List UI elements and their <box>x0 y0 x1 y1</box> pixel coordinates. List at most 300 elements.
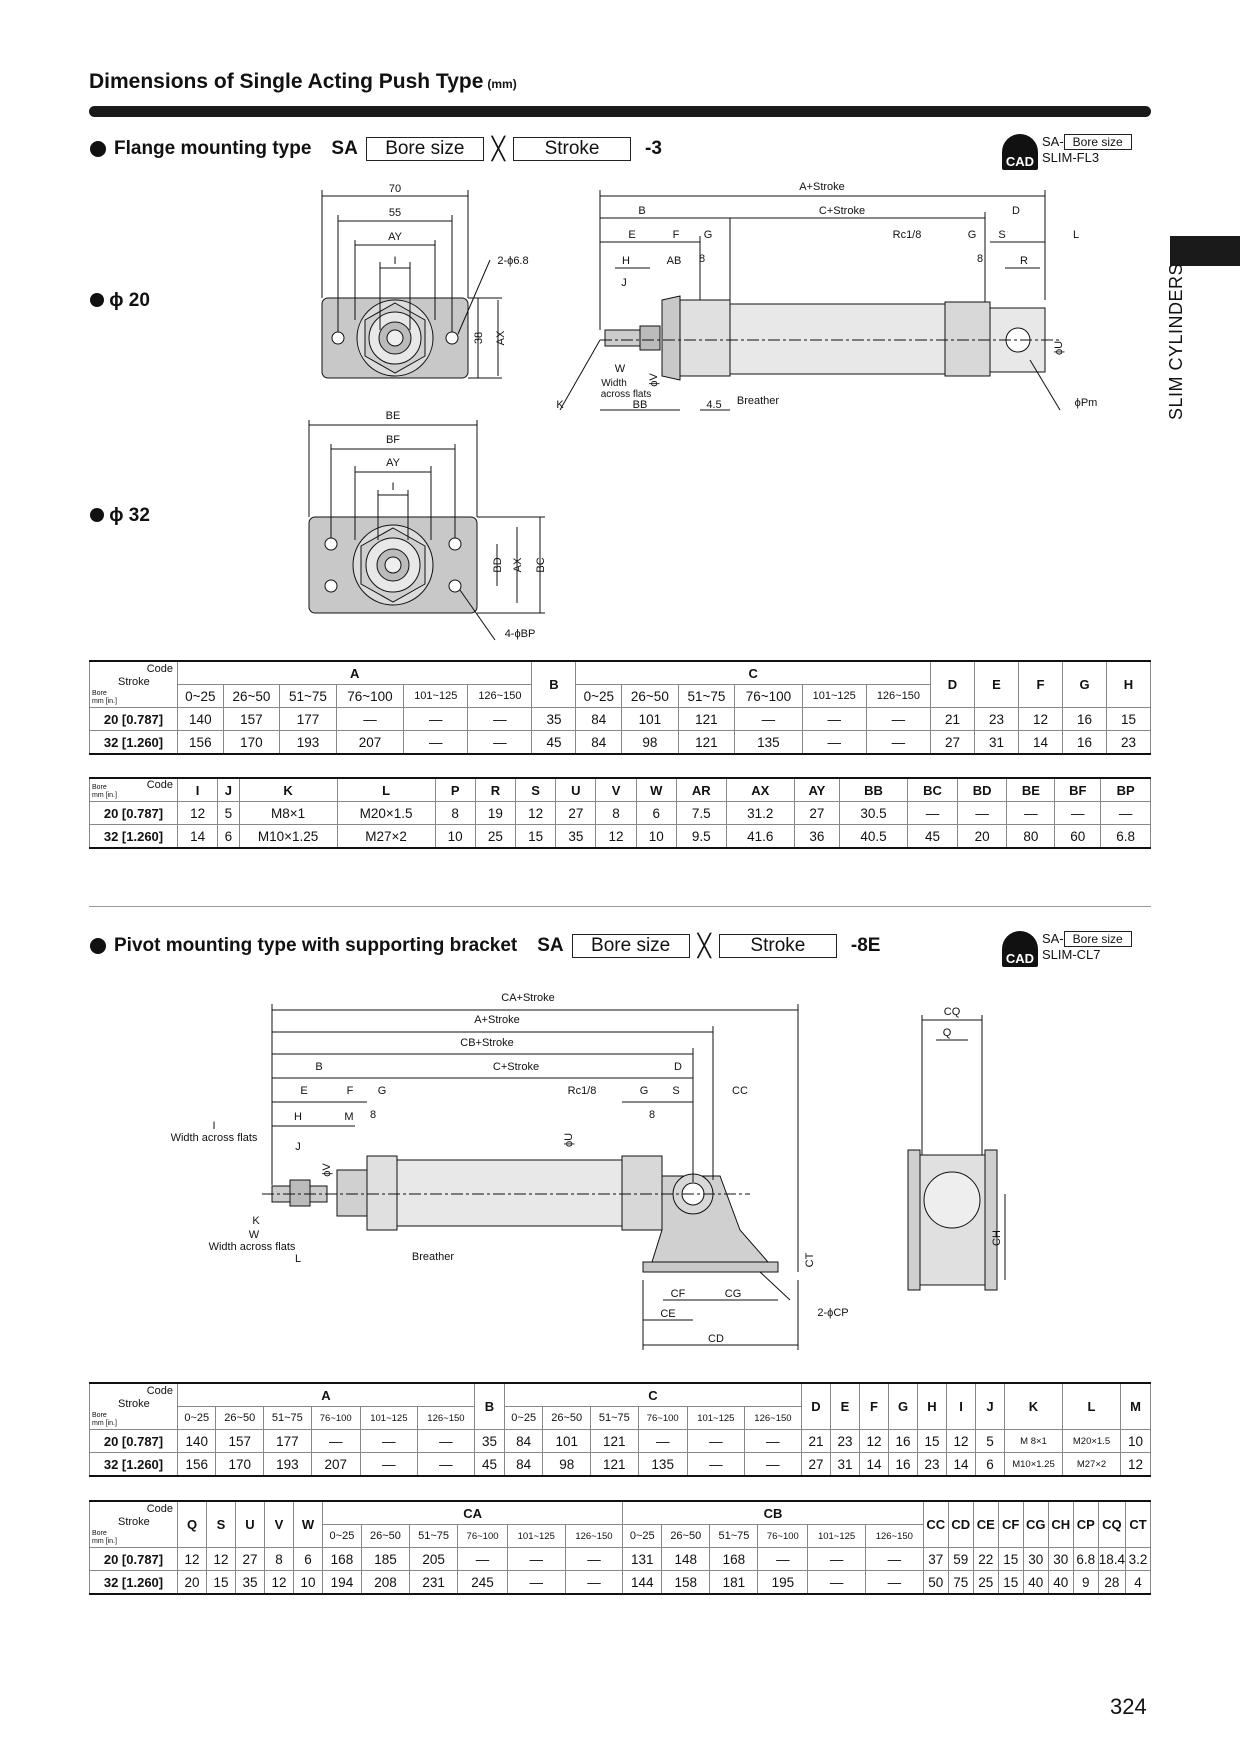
stroke-range: 126~150 <box>866 685 930 708</box>
stroke-range: 0~25 <box>178 1407 216 1430</box>
col-header: BF <box>1055 778 1101 802</box>
cell: 135 <box>735 731 802 755</box>
dim-u-label: ϕU <box>563 1132 575 1148</box>
cell: M10×1.25 <box>239 825 337 849</box>
cell: — <box>404 731 468 755</box>
stroke-range: 51~75 <box>678 685 735 708</box>
dim-cg-label: CG <box>724 1288 742 1300</box>
cell: 27 <box>794 802 839 825</box>
dim-45-label: 4.5 <box>706 399 722 411</box>
dim-8b-label: 8 <box>976 253 984 265</box>
corner-bore <box>92 690 117 706</box>
stroke-range: 126~150 <box>417 1407 474 1430</box>
col-header: AR <box>676 778 726 802</box>
cell: 28 <box>1098 1571 1125 1595</box>
cell: 59 <box>948 1548 973 1571</box>
model-suffix: -3 <box>645 138 662 159</box>
cell: 30 <box>1023 1548 1048 1571</box>
cell: 9.5 <box>676 825 726 849</box>
stroke-range: 26~50 <box>223 685 280 708</box>
dim-width-label: Width <box>601 378 627 389</box>
cell: M27×2 <box>337 825 435 849</box>
cell: 181 <box>710 1571 758 1595</box>
cell: 6 <box>636 802 676 825</box>
dim-55-label: 55 <box>388 207 402 219</box>
dim-h-label: H <box>294 1111 302 1123</box>
col-m: M <box>1121 1383 1151 1430</box>
cell: 245 <box>458 1571 508 1595</box>
dim-rc-label: Rc1/8 <box>892 229 922 241</box>
corner-bore-text: Bore <box>92 1530 107 1537</box>
cell: 18.4 <box>1098 1548 1125 1571</box>
cad-bore-box: Bore size <box>1064 931 1132 947</box>
cell: 168 <box>710 1548 758 1571</box>
col-header: V <box>596 778 636 802</box>
corner-mm-text: mm [in.] <box>92 792 117 799</box>
col-header: CG <box>1023 1501 1048 1548</box>
bullet-icon <box>90 938 106 954</box>
col-c: C <box>504 1383 801 1407</box>
cell: — <box>458 1548 508 1571</box>
cell: 231 <box>410 1571 458 1595</box>
cell: — <box>1101 802 1151 825</box>
cell: 207 <box>336 731 403 755</box>
col-j: J <box>976 1383 1005 1430</box>
stroke-range: 26~50 <box>543 1407 591 1430</box>
cell: — <box>336 708 403 731</box>
flange-table-2 <box>89 777 1151 849</box>
stroke-range: 0~25 <box>504 1407 542 1430</box>
stroke-range: 76~100 <box>758 1525 808 1548</box>
cell: 27 <box>556 802 596 825</box>
stroke-range: 101~125 <box>802 685 866 708</box>
cell: 140 <box>178 1430 216 1453</box>
dim-l-label: L <box>294 1253 302 1265</box>
col-header: CP <box>1073 1501 1098 1548</box>
breather-label: Breather <box>411 1251 455 1263</box>
cell: 195 <box>758 1571 808 1595</box>
cell: 193 <box>280 731 337 755</box>
cell: 31.2 <box>726 802 794 825</box>
cell: 12 <box>265 1571 294 1595</box>
width-flats2-label: Width across flats <box>208 1241 296 1253</box>
cell: 168 <box>323 1548 362 1571</box>
dim-bd-label: BD <box>492 557 504 573</box>
cell: — <box>468 708 532 731</box>
cell: 23 <box>1107 731 1151 755</box>
cell: 30.5 <box>839 802 907 825</box>
cell: 27 <box>802 1453 831 1477</box>
col-header: CD <box>948 1501 973 1548</box>
col-header: BE <box>1007 778 1055 802</box>
dim-e-label: E <box>300 1085 308 1097</box>
cell: 148 <box>662 1548 710 1571</box>
dim-astroke-label: A+Stroke <box>799 181 845 193</box>
col-header: U <box>236 1501 265 1548</box>
cell: 121 <box>678 708 735 731</box>
cell: 12 <box>947 1430 976 1453</box>
cell: — <box>468 731 532 755</box>
cell: — <box>687 1453 744 1477</box>
stroke-range: 76~100 <box>735 685 802 708</box>
cell: 41.6 <box>726 825 794 849</box>
cell: 23 <box>918 1453 947 1477</box>
dim-b-label: B <box>638 205 646 217</box>
cell: 3.2 <box>1126 1548 1151 1571</box>
corner-bore <box>92 1412 117 1428</box>
cell: 10 <box>1121 1430 1151 1453</box>
cell: 25 <box>973 1571 998 1595</box>
dim-ct-label: CT <box>804 1252 816 1268</box>
dim-h-label: H <box>622 255 630 267</box>
cell: 12 <box>596 825 636 849</box>
dim-f-label: F <box>672 229 680 241</box>
corner-stroke: Stroke <box>118 676 150 688</box>
cell: 12 <box>516 802 556 825</box>
corner-mm-text: mm [in.] <box>92 1538 117 1545</box>
cell: 177 <box>264 1430 312 1453</box>
bore-20-text: ϕ 20 <box>109 290 150 311</box>
cell: 144 <box>623 1571 662 1595</box>
cell: 131 <box>623 1548 662 1571</box>
dim-8-label: 8 <box>369 1109 377 1121</box>
model-suffix: -8E <box>850 935 881 956</box>
stroke-range: 26~50 <box>361 1525 409 1548</box>
dim-rc-label: Rc1/8 <box>567 1085 597 1097</box>
cad-model-info <box>1042 931 1132 962</box>
col-h: H <box>918 1383 947 1430</box>
bore-size-box: Bore size <box>572 934 690 958</box>
col-b: B <box>532 661 576 708</box>
unit-label: (mm) <box>487 77 517 91</box>
dim-holes4-label: 4-ϕBP <box>504 628 536 640</box>
dim-w-label: W <box>614 363 626 375</box>
side-label: SLIM CYLINDERS <box>1166 262 1186 420</box>
flange-20-side-view <box>560 190 1060 410</box>
dim-cc-label: CC <box>732 1085 748 1097</box>
corner-code: Code <box>146 663 173 675</box>
col-f: F <box>1019 661 1063 708</box>
stroke-range: 101~125 <box>808 1525 866 1548</box>
dim-ch-label: CH <box>991 1230 1003 1246</box>
cad-bore-box: Bore size <box>1064 134 1132 150</box>
page-number: 324 <box>1110 1694 1147 1719</box>
bore-cell: 20 [0.787] <box>90 708 178 731</box>
cell: 10 <box>435 825 475 849</box>
dim-ce-label: CE <box>660 1308 676 1320</box>
dim-70-label: 70 <box>388 183 402 195</box>
stroke-range: 101~125 <box>404 685 468 708</box>
col-header: S <box>516 778 556 802</box>
cell: 75 <box>948 1571 973 1595</box>
cell: — <box>957 802 1007 825</box>
cell: 101 <box>543 1430 591 1453</box>
bore-32-text: ϕ 32 <box>109 505 150 526</box>
dim-f-label: F <box>346 1085 354 1097</box>
cell: 15 <box>998 1571 1023 1595</box>
table-row <box>90 1430 1151 1453</box>
flange-32-front-view <box>309 420 545 640</box>
corner-code: Code <box>146 1385 173 1397</box>
cell: 84 <box>504 1453 542 1477</box>
cell: 8 <box>596 802 636 825</box>
col-d: D <box>931 661 975 708</box>
cell: 6 <box>294 1548 323 1571</box>
cad-prefix: SA- <box>1042 931 1064 946</box>
bore-size-box: Bore size <box>366 137 484 161</box>
col-cb: CB <box>623 1501 923 1525</box>
dim-w-label: W <box>248 1229 260 1241</box>
bore-cell: 32 [1.260] <box>90 825 178 849</box>
cell: — <box>758 1548 808 1571</box>
cell: 135 <box>638 1453 687 1477</box>
dim-holes-label: 2-ϕ6.8 <box>497 255 529 267</box>
bore-cell: 32 [1.260] <box>90 1571 178 1595</box>
cad-model: SLIM-CL7 <box>1042 947 1101 962</box>
cell: 121 <box>591 1453 639 1477</box>
cell: 101 <box>622 708 679 731</box>
cell: 36 <box>794 825 839 849</box>
corner-code: Code <box>146 1503 173 1515</box>
cell: 98 <box>622 731 679 755</box>
flange-table-1 <box>89 660 1151 755</box>
col-header: CT <box>1126 1501 1151 1548</box>
cell: 15 <box>1107 708 1151 731</box>
cell: 193 <box>264 1453 312 1477</box>
dim-ax-label: AX <box>495 330 507 346</box>
dim-cd-label: CD <box>708 1333 724 1345</box>
pivot-front-view <box>908 1015 1005 1290</box>
model-prefix: SA <box>537 935 564 956</box>
dim-g-label: G <box>703 229 713 241</box>
cell: 12 <box>178 802 218 825</box>
cell: — <box>565 1571 623 1595</box>
stroke-range: 26~50 <box>622 685 679 708</box>
bore-cell: 32 [1.260] <box>90 731 178 755</box>
bore-cell: 20 [0.787] <box>90 802 178 825</box>
cad-badge[interactable] <box>1002 931 1132 967</box>
cell: 16 <box>1063 731 1107 755</box>
dim-cbstroke-label: CB+Stroke <box>460 1037 514 1049</box>
dim-k-label: K <box>556 399 564 411</box>
cell: M 8×1 <box>1005 1430 1063 1453</box>
cell: — <box>1055 802 1101 825</box>
cell: 8 <box>265 1548 294 1571</box>
cell: 35 <box>236 1571 265 1595</box>
cell: — <box>507 1548 565 1571</box>
cell: 6.8 <box>1101 825 1151 849</box>
col-header: BC <box>908 778 958 802</box>
cell: 45 <box>908 825 958 849</box>
cell: 194 <box>323 1571 362 1595</box>
cell: M27×2 <box>1063 1453 1121 1477</box>
cell: — <box>687 1430 744 1453</box>
cad-model: SLIM-FL3 <box>1042 150 1100 165</box>
col-a: A <box>178 661 532 685</box>
stroke-range: 101~125 <box>507 1525 565 1548</box>
page-title-text: Dimensions of Single Acting Push Type <box>89 70 484 93</box>
cell: — <box>417 1430 474 1453</box>
col-header: CC <box>923 1501 948 1548</box>
cell: 27 <box>931 731 975 755</box>
cell: 5 <box>218 802 239 825</box>
cell: 157 <box>223 708 280 731</box>
cell: — <box>866 731 930 755</box>
dim-cstroke-label: C+Stroke <box>818 205 866 217</box>
table-row <box>90 1548 1151 1571</box>
cell: 9 <box>1073 1571 1098 1595</box>
dim-e-label: E <box>628 229 636 241</box>
dim-g2-label: G <box>639 1085 649 1097</box>
table-corner <box>90 661 178 708</box>
stroke-range: 76~100 <box>311 1407 360 1430</box>
table-corner <box>90 1383 178 1430</box>
table-corner <box>90 1501 178 1548</box>
col-header: CQ <box>1098 1501 1125 1548</box>
cell: 156 <box>178 1453 216 1477</box>
col-ca: CA <box>323 1501 623 1525</box>
pivot-table-1 <box>89 1382 1151 1477</box>
col-header: U <box>556 778 596 802</box>
col-k: K <box>1005 1383 1063 1430</box>
cell: 84 <box>576 731 622 755</box>
corner-code: Code <box>146 779 173 791</box>
cell: — <box>360 1430 417 1453</box>
dim-v-label: ϕV <box>648 373 660 387</box>
cell: — <box>866 708 930 731</box>
corner-mm-text: mm [in.] <box>92 1420 117 1427</box>
cell: 20 <box>957 825 1007 849</box>
cell: M20×1.5 <box>337 802 435 825</box>
cell: 12 <box>207 1548 236 1571</box>
cell: — <box>311 1430 360 1453</box>
dim-v-label: ϕV <box>321 1163 333 1177</box>
bore-cell: 20 [0.787] <box>90 1430 178 1453</box>
dim-i2-label: I <box>391 481 395 493</box>
stroke-range: 76~100 <box>458 1525 508 1548</box>
width-flats-label: Width across flats <box>170 1132 258 1144</box>
cell: 16 <box>889 1430 918 1453</box>
cell: 6.8 <box>1073 1548 1098 1571</box>
cell: 6 <box>976 1453 1005 1477</box>
col-c: C <box>576 661 931 685</box>
stroke-box: Stroke <box>719 934 837 958</box>
cell: 31 <box>831 1453 860 1477</box>
stroke-range: 0~25 <box>623 1525 662 1548</box>
corner-bore-text: Bore <box>92 690 107 697</box>
col-e: E <box>831 1383 860 1430</box>
cell: 20 <box>178 1571 207 1595</box>
cell: 10 <box>294 1571 323 1595</box>
cell: 98 <box>543 1453 591 1477</box>
dim-s-label: S <box>998 229 1006 241</box>
model-prefix: SA <box>331 138 358 159</box>
cell: 14 <box>860 1453 889 1477</box>
flange-drawing <box>0 0 1240 660</box>
dim-be-label: BE <box>385 410 401 422</box>
col-f: F <box>860 1383 889 1430</box>
cell: 14 <box>947 1453 976 1477</box>
cross-icon: ╳ <box>491 136 506 161</box>
cell: 60 <box>1055 825 1101 849</box>
cell: 40.5 <box>839 825 907 849</box>
cell: 185 <box>361 1548 409 1571</box>
cell: 23 <box>831 1430 860 1453</box>
cell: 35 <box>532 708 576 731</box>
dim-astroke-label: A+Stroke <box>474 1014 520 1026</box>
table-row <box>90 825 1151 849</box>
cell: — <box>360 1453 417 1477</box>
cell: 27 <box>236 1548 265 1571</box>
cell: 5 <box>976 1430 1005 1453</box>
cell: — <box>507 1571 565 1595</box>
dim-cp-label: 2-ϕCP <box>817 1307 849 1319</box>
cell: 12 <box>860 1430 889 1453</box>
dim-ay-label: AY <box>388 231 402 243</box>
cell: — <box>735 708 802 731</box>
col-header: CF <box>998 1501 1023 1548</box>
stroke-range: 126~150 <box>468 685 532 708</box>
dim-j-label: J <box>295 1141 301 1153</box>
cell: — <box>802 731 866 755</box>
stroke-range: 126~150 <box>565 1525 623 1548</box>
cell: — <box>744 1453 801 1477</box>
stroke-range: 0~25 <box>178 685 224 708</box>
dim-d-label: D <box>1012 205 1020 217</box>
flange-20-side-labels <box>556 181 1097 411</box>
pivot-drawing <box>0 980 1240 1360</box>
col-header: I <box>178 778 218 802</box>
col-header: BP <box>1101 778 1151 802</box>
cell: 16 <box>889 1453 918 1477</box>
stroke-range: 0~25 <box>323 1525 362 1548</box>
dim-d-label: D <box>674 1061 682 1073</box>
cell: 157 <box>216 1430 264 1453</box>
corner-bore <box>92 1530 117 1546</box>
dim-bf-label: BF <box>385 434 401 446</box>
cell: 208 <box>361 1571 409 1595</box>
cell: — <box>1007 802 1055 825</box>
col-header: BB <box>839 778 907 802</box>
col-d: D <box>802 1383 831 1430</box>
cad-prefix: SA- <box>1042 134 1064 149</box>
cad-logo-icon: CAD <box>1002 931 1038 967</box>
dim-g-label: G <box>377 1085 387 1097</box>
col-header: Q <box>178 1501 207 1548</box>
dim-r-label: R <box>1020 255 1028 267</box>
stroke-range: 26~50 <box>662 1525 710 1548</box>
section-divider <box>89 906 1151 907</box>
stroke-range: 126~150 <box>865 1525 923 1548</box>
pivot-side-view <box>262 1004 798 1350</box>
cell: 15 <box>207 1571 236 1595</box>
col-e: E <box>975 661 1019 708</box>
flange-20-front-view <box>322 190 502 378</box>
cell: 15 <box>998 1548 1023 1571</box>
cell: 45 <box>532 731 576 755</box>
dim-8-label: 8 <box>698 253 706 265</box>
cell: 30 <box>1048 1548 1073 1571</box>
cell: 23 <box>975 708 1019 731</box>
col-header: L <box>337 778 435 802</box>
flange-heading-text: Flange mounting type <box>114 138 312 159</box>
cell: 50 <box>923 1571 948 1595</box>
col-header: J <box>218 778 239 802</box>
dim-ax2-label: AX <box>512 557 524 573</box>
breather-label: Breather <box>736 395 780 407</box>
cell: 80 <box>1007 825 1055 849</box>
col-header: AX <box>726 778 794 802</box>
